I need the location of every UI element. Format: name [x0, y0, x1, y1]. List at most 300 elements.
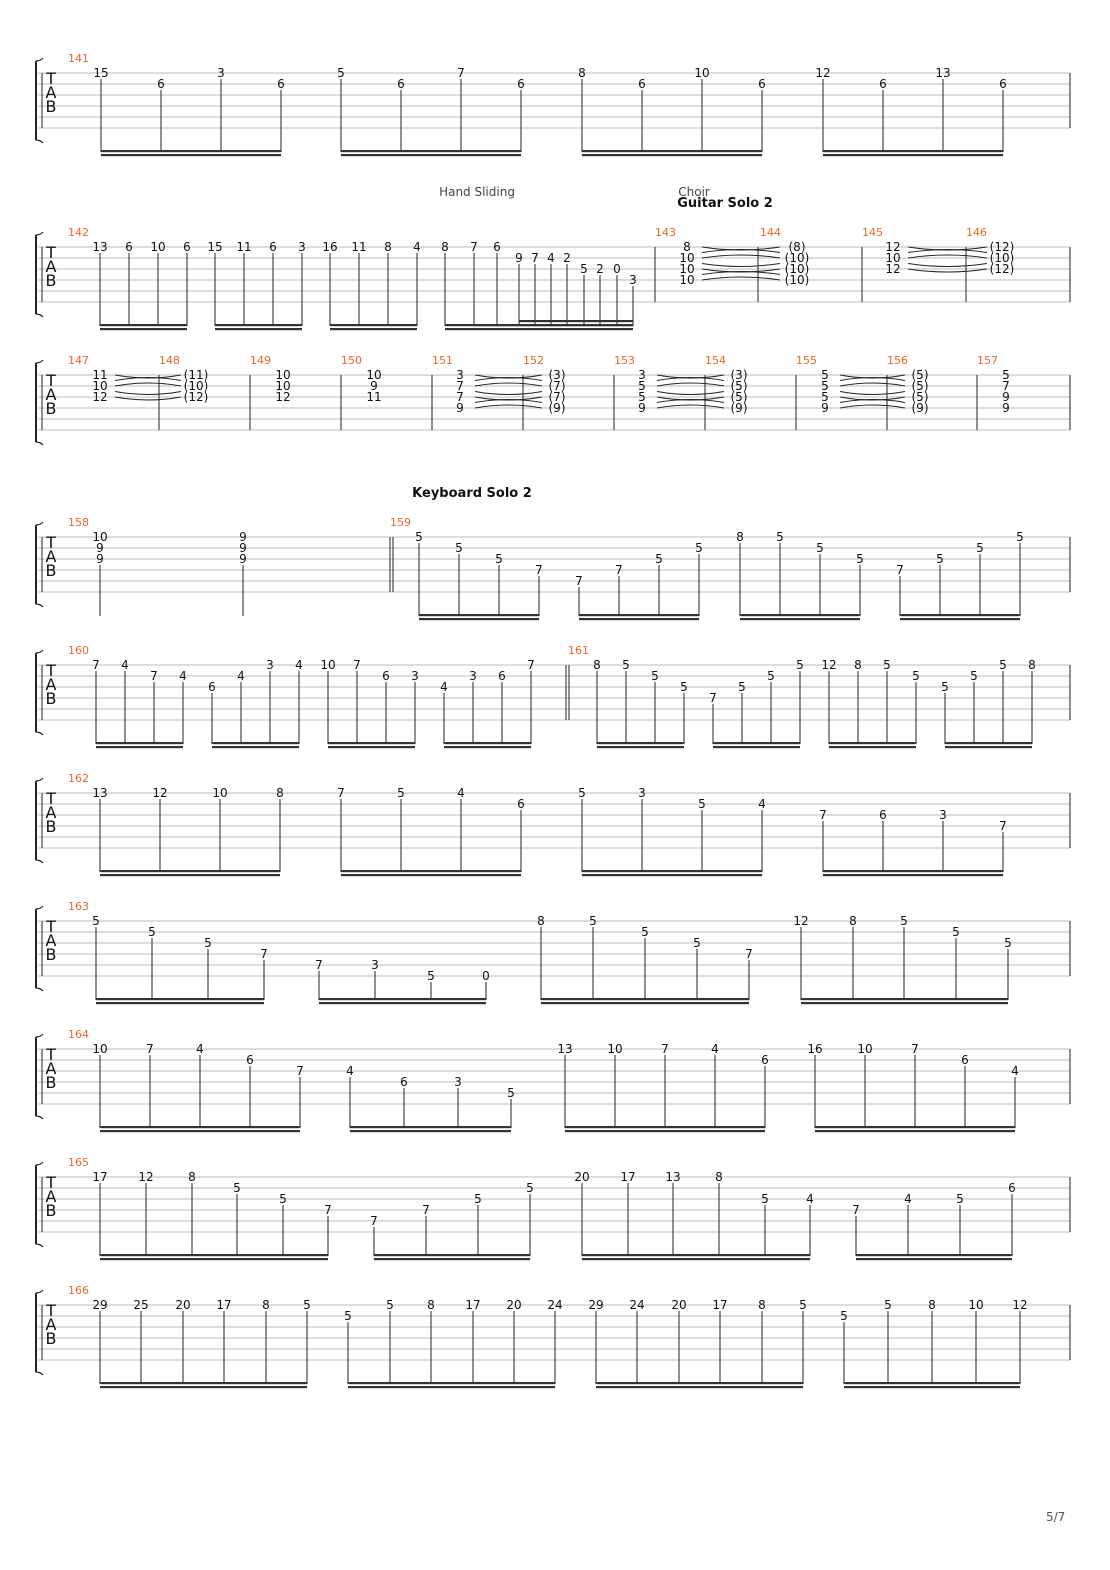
fret-number: (3): [548, 368, 566, 382]
fret-number: (10): [784, 273, 810, 287]
fret-number: 10: [92, 379, 108, 393]
fret-number: (10): [784, 251, 810, 265]
fret-number: 8: [715, 1170, 723, 1184]
fret-number: 0: [613, 262, 621, 276]
fret-number: 5: [738, 680, 746, 694]
fret-number: 3: [629, 273, 637, 287]
bar-number: 160: [68, 644, 89, 657]
fret-number: 4: [196, 1042, 204, 1056]
fret-number: 7: [470, 240, 478, 254]
fret-number: 5: [970, 669, 978, 683]
fret-number: (5): [911, 379, 929, 393]
bar-number: 142: [68, 226, 89, 239]
fret-number: 5: [1004, 936, 1012, 950]
fret-number: (9): [911, 401, 929, 415]
fret-number: 20: [175, 1298, 191, 1312]
fret-number: 25: [133, 1298, 149, 1312]
fret-number: 6: [125, 240, 133, 254]
beam: [713, 746, 800, 748]
tab-clef-letter: A: [45, 1059, 57, 1078]
fret-number: 7: [852, 1203, 860, 1217]
fret-number: 5: [526, 1181, 534, 1195]
fret-number: 7: [92, 658, 100, 672]
fret-number: 11: [351, 240, 367, 254]
fret-number: 20: [671, 1298, 687, 1312]
fret-number: 10: [150, 240, 166, 254]
fret-number: 9: [1002, 390, 1010, 404]
fret-number: 8: [384, 240, 392, 254]
fret-number: 7: [531, 251, 539, 265]
tab-clef-letter: B: [45, 1329, 57, 1348]
fret-number: 4: [547, 251, 555, 265]
tie-arc: [475, 392, 542, 395]
tab-clef-letter: B: [45, 817, 57, 836]
fret-number: 7: [370, 1214, 378, 1228]
fret-number: 7: [353, 658, 361, 672]
bar-number: 154: [705, 354, 726, 367]
fret-number: 12: [138, 1170, 154, 1184]
beam: [582, 1254, 810, 1256]
fret-number: 20: [506, 1298, 522, 1312]
beam: [419, 614, 539, 616]
bar-number: 165: [68, 1156, 89, 1169]
beam: [374, 1258, 530, 1260]
beam: [856, 1254, 1012, 1256]
beam: [900, 614, 1020, 616]
fret-number: 5: [337, 66, 345, 80]
fret-number: 5: [976, 541, 984, 555]
fret-number: 5: [900, 914, 908, 928]
page-number: 5/7: [1046, 1510, 1066, 1524]
fret-number: 15: [93, 66, 109, 80]
fret-number: 15: [207, 240, 223, 254]
fret-number: 8: [758, 1298, 766, 1312]
fret-number: 5: [698, 797, 706, 811]
fret-number: 7: [535, 563, 543, 577]
section-marker: Hand Sliding: [439, 185, 515, 199]
fret-number: 5: [761, 1192, 769, 1206]
fret-number: 13: [92, 240, 108, 254]
fret-number: 16: [322, 240, 338, 254]
fret-number: 5: [204, 936, 212, 950]
bar-number: 149: [250, 354, 271, 367]
fret-number: 24: [629, 1298, 645, 1312]
fret-number: (10): [989, 251, 1015, 265]
tie-arc: [475, 400, 542, 403]
fret-number: 4: [346, 1064, 354, 1078]
fret-number: 13: [557, 1042, 573, 1056]
fret-number: 5: [816, 541, 824, 555]
tab-clef-letter: B: [45, 271, 57, 290]
bar-number: 156: [887, 354, 908, 367]
beam: [328, 742, 415, 744]
fret-number: 10: [607, 1042, 623, 1056]
tab-clef-letter: A: [45, 1187, 57, 1206]
beam: [844, 1386, 1020, 1388]
beam: [374, 1254, 530, 1256]
bar-number: 159: [390, 516, 411, 529]
beam: [96, 742, 183, 744]
tie-arc: [657, 378, 724, 381]
tab-clef-letter: A: [45, 385, 57, 404]
fret-number: 7: [456, 390, 464, 404]
fret-number: 5: [580, 262, 588, 276]
fret-number: (5): [730, 390, 748, 404]
fret-number: 9: [239, 530, 247, 544]
tab-clef-letter: B: [45, 97, 57, 116]
fret-number: 4: [179, 669, 187, 683]
fret-number: 7: [615, 563, 623, 577]
fret-number: 3: [266, 658, 274, 672]
beam: [582, 1258, 810, 1260]
beam: [815, 1126, 1015, 1128]
fret-number: 10: [679, 251, 695, 265]
bar-number: 158: [68, 516, 89, 529]
fret-number: 13: [92, 786, 108, 800]
tab-clef-letter: B: [45, 561, 57, 580]
fret-number: 5: [956, 1192, 964, 1206]
beam: [100, 1386, 307, 1388]
fret-number: 3: [638, 368, 646, 382]
fret-number: 4: [1011, 1064, 1019, 1078]
beam: [444, 742, 531, 744]
fret-number: 9: [96, 552, 104, 566]
fret-number: 9: [239, 552, 247, 566]
bar-number: 141: [68, 52, 89, 65]
fret-number: 5: [92, 914, 100, 928]
fret-number: 6: [493, 240, 501, 254]
beam: [596, 1382, 803, 1384]
fret-number: 12: [815, 66, 831, 80]
beam: [319, 1002, 486, 1004]
fret-number: 29: [588, 1298, 604, 1312]
fret-number: 10: [679, 273, 695, 287]
bar-number: 145: [862, 226, 883, 239]
bar-number: 148: [159, 354, 180, 367]
beam: [823, 150, 1003, 152]
fret-number: 12: [275, 390, 291, 404]
fret-number: (8): [788, 240, 806, 254]
fret-number: 11: [236, 240, 252, 254]
fret-number: 3: [469, 669, 477, 683]
tie-arc: [702, 264, 780, 267]
beam: [215, 328, 302, 330]
fret-number: 7: [324, 1203, 332, 1217]
fret-number: 4: [121, 658, 129, 672]
fret-number: 5: [821, 379, 829, 393]
fret-number: 29: [92, 1298, 108, 1312]
fret-number: 5: [578, 786, 586, 800]
fret-number: 5: [641, 925, 649, 939]
fret-number: 7: [527, 658, 535, 672]
fret-number: (9): [730, 401, 748, 415]
fret-number: 3: [939, 808, 947, 822]
tab-clef-letter: T: [46, 69, 56, 88]
beam: [856, 1258, 1012, 1260]
fret-number: 5: [495, 552, 503, 566]
fret-number: 4: [295, 658, 303, 672]
fret-number: 10: [968, 1298, 984, 1312]
fret-number: 7: [315, 958, 323, 972]
beam: [945, 742, 1032, 744]
beam: [541, 1002, 749, 1004]
fret-number: 6: [246, 1053, 254, 1067]
fret-number: 4: [904, 1192, 912, 1206]
fret-number: 17: [712, 1298, 728, 1312]
fret-number: 6: [208, 680, 216, 694]
beam: [96, 1002, 264, 1004]
fret-number: 10: [275, 379, 291, 393]
fret-number: 5: [883, 658, 891, 672]
beam: [100, 1382, 307, 1384]
beam: [801, 998, 1008, 1000]
beam: [419, 618, 539, 620]
bar-number: 144: [760, 226, 781, 239]
fret-number: 12: [1012, 1298, 1028, 1312]
fret-number: 5: [1016, 530, 1024, 544]
beam: [212, 746, 299, 748]
fret-number: 8: [578, 66, 586, 80]
fret-number: 5: [821, 368, 829, 382]
bar-number: 153: [614, 354, 635, 367]
fret-number: 11: [92, 368, 108, 382]
beam: [101, 154, 281, 156]
beam: [100, 1254, 328, 1256]
beam: [215, 324, 302, 326]
beam: [100, 1126, 300, 1128]
fret-number: 12: [885, 262, 901, 276]
fret-number: 5: [279, 1192, 287, 1206]
fret-number: 6: [517, 797, 525, 811]
beam: [96, 746, 183, 748]
fret-number: 17: [620, 1170, 636, 1184]
fret-number: 7: [1002, 379, 1010, 393]
fret-number: 5: [912, 669, 920, 683]
fret-number: 7: [819, 808, 827, 822]
fret-number: 4: [758, 797, 766, 811]
fret-number: 12: [821, 658, 837, 672]
tab-clef-letter: A: [45, 547, 57, 566]
fret-number: 7: [575, 574, 583, 588]
fret-number: 5: [799, 1298, 807, 1312]
fret-number: 7: [911, 1042, 919, 1056]
beam: [341, 150, 521, 152]
fret-number: 5: [821, 390, 829, 404]
section-title: Keyboard Solo 2: [412, 486, 532, 501]
fret-number: 5: [427, 969, 435, 983]
fret-number: 10: [366, 368, 382, 382]
fret-number: 5: [941, 680, 949, 694]
fret-number: 6: [397, 77, 405, 91]
fret-number: 5: [386, 1298, 394, 1312]
fret-number: 10: [885, 251, 901, 265]
beam: [582, 150, 762, 152]
fret-number: (10): [784, 262, 810, 276]
fret-number: 6: [382, 669, 390, 683]
fret-number: 9: [515, 251, 523, 265]
fret-number: (5): [911, 368, 929, 382]
fret-number: 7: [745, 947, 753, 961]
fret-number: 4: [413, 240, 421, 254]
fret-number: 5: [796, 658, 804, 672]
fret-number: 7: [146, 1042, 154, 1056]
fret-number: 20: [574, 1170, 590, 1184]
fret-number: 10: [679, 262, 695, 276]
beam: [96, 998, 264, 1000]
beam: [100, 1258, 328, 1260]
fret-number: (7): [548, 390, 566, 404]
fret-number: 8: [188, 1170, 196, 1184]
tab-clef-letter: B: [45, 399, 57, 418]
fret-number: 5: [884, 1298, 892, 1312]
fret-number: 10: [212, 786, 228, 800]
fret-number: 5: [303, 1298, 311, 1312]
bar-number: 157: [977, 354, 998, 367]
fret-number: 24: [547, 1298, 563, 1312]
fret-number: 6: [157, 77, 165, 91]
fret-number: 5: [695, 541, 703, 555]
fret-number: 11: [366, 390, 382, 404]
fret-number: (7): [548, 379, 566, 393]
fret-number: 2: [596, 262, 604, 276]
fret-number: 10: [92, 530, 108, 544]
fret-number: 9: [370, 379, 378, 393]
beam: [328, 746, 415, 748]
fret-number: 8: [849, 914, 857, 928]
beam: [740, 618, 860, 620]
fret-number: 5: [507, 1086, 515, 1100]
fret-number: 7: [422, 1203, 430, 1217]
fret-number: 5: [840, 1309, 848, 1323]
tie-arc: [840, 378, 905, 381]
bar-number: 155: [796, 354, 817, 367]
fret-number: 6: [269, 240, 277, 254]
fret-number: 4: [440, 680, 448, 694]
beam: [212, 742, 299, 744]
fret-number: 12: [92, 390, 108, 404]
tie-arc: [657, 400, 724, 403]
beam: [900, 618, 1020, 620]
bar-number: 146: [966, 226, 987, 239]
section-marker: Choir: [678, 185, 710, 199]
bar-number: 143: [655, 226, 676, 239]
fret-number: (12): [989, 240, 1015, 254]
fret-number: 9: [239, 541, 247, 555]
fret-number: 13: [935, 66, 951, 80]
fret-number: 6: [879, 77, 887, 91]
beam: [829, 742, 916, 744]
fret-number: 5: [767, 669, 775, 683]
beam: [815, 1130, 1015, 1132]
fret-number: 5: [474, 1192, 482, 1206]
fret-number: 7: [260, 947, 268, 961]
fret-number: 3: [454, 1075, 462, 1089]
beam: [565, 1130, 765, 1132]
beam: [582, 154, 762, 156]
fret-number: 5: [233, 1181, 241, 1195]
fret-number: 0: [482, 969, 490, 983]
fret-number: 6: [761, 1053, 769, 1067]
fret-number: 7: [709, 691, 717, 705]
tab-clef-letter: T: [46, 789, 56, 808]
fret-number: 7: [337, 786, 345, 800]
tie-arc: [908, 264, 987, 267]
section-title: Guitar Solo 2: [677, 196, 773, 211]
beam: [823, 874, 1003, 876]
fret-number: 6: [400, 1075, 408, 1089]
fret-number: 5: [397, 786, 405, 800]
fret-number: (5): [730, 379, 748, 393]
fret-number: 5: [999, 658, 1007, 672]
fret-number: 3: [217, 66, 225, 80]
beam: [740, 614, 860, 616]
fret-number: 7: [296, 1064, 304, 1078]
tie-arc: [115, 378, 181, 381]
tab-clef-letter: B: [45, 945, 57, 964]
fret-number: 8: [593, 658, 601, 672]
fret-number: 9: [1002, 401, 1010, 415]
beam: [100, 328, 187, 330]
fret-number: 5: [638, 390, 646, 404]
fret-number: 3: [638, 786, 646, 800]
beam: [713, 742, 800, 744]
fret-number: 3: [411, 669, 419, 683]
fret-number: 5: [415, 530, 423, 544]
beam: [444, 746, 531, 748]
fret-number: 5: [638, 379, 646, 393]
fret-number: 5: [455, 541, 463, 555]
tab-clef-letter: A: [45, 83, 57, 102]
fret-number: 2: [563, 251, 571, 265]
fret-number: (12): [183, 390, 209, 404]
bar-number: 161: [568, 644, 589, 657]
fret-number: 17: [216, 1298, 232, 1312]
fret-number: 8: [854, 658, 862, 672]
fret-number: 12: [793, 914, 809, 928]
beam: [100, 1130, 300, 1132]
beam: [519, 320, 633, 322]
fret-number: 8: [427, 1298, 435, 1312]
beam: [445, 328, 633, 330]
beam: [100, 324, 187, 326]
fret-number: 4: [806, 1192, 814, 1206]
fret-number: 6: [999, 77, 1007, 91]
fret-number: 6: [961, 1053, 969, 1067]
fret-number: 4: [237, 669, 245, 683]
fret-number: 6: [879, 808, 887, 822]
fret-number: 5: [856, 552, 864, 566]
fret-number: 7: [999, 819, 1007, 833]
fret-number: 3: [456, 368, 464, 382]
fret-number: 6: [758, 77, 766, 91]
fret-number: 6: [183, 240, 191, 254]
fret-number: 5: [651, 669, 659, 683]
tab-clef-letter: A: [45, 1315, 57, 1334]
bar-number: 150: [341, 354, 362, 367]
beam: [474, 324, 633, 326]
fret-number: 5: [655, 552, 663, 566]
beam: [597, 746, 684, 748]
fret-number: 10: [320, 658, 336, 672]
fret-number: 9: [96, 541, 104, 555]
fret-number: (3): [730, 368, 748, 382]
beam: [100, 874, 280, 876]
fret-number: 4: [457, 786, 465, 800]
fret-number: 10: [92, 1042, 108, 1056]
fret-number: 8: [441, 240, 449, 254]
fret-number: (9): [548, 401, 566, 415]
tie-arc: [840, 392, 905, 395]
